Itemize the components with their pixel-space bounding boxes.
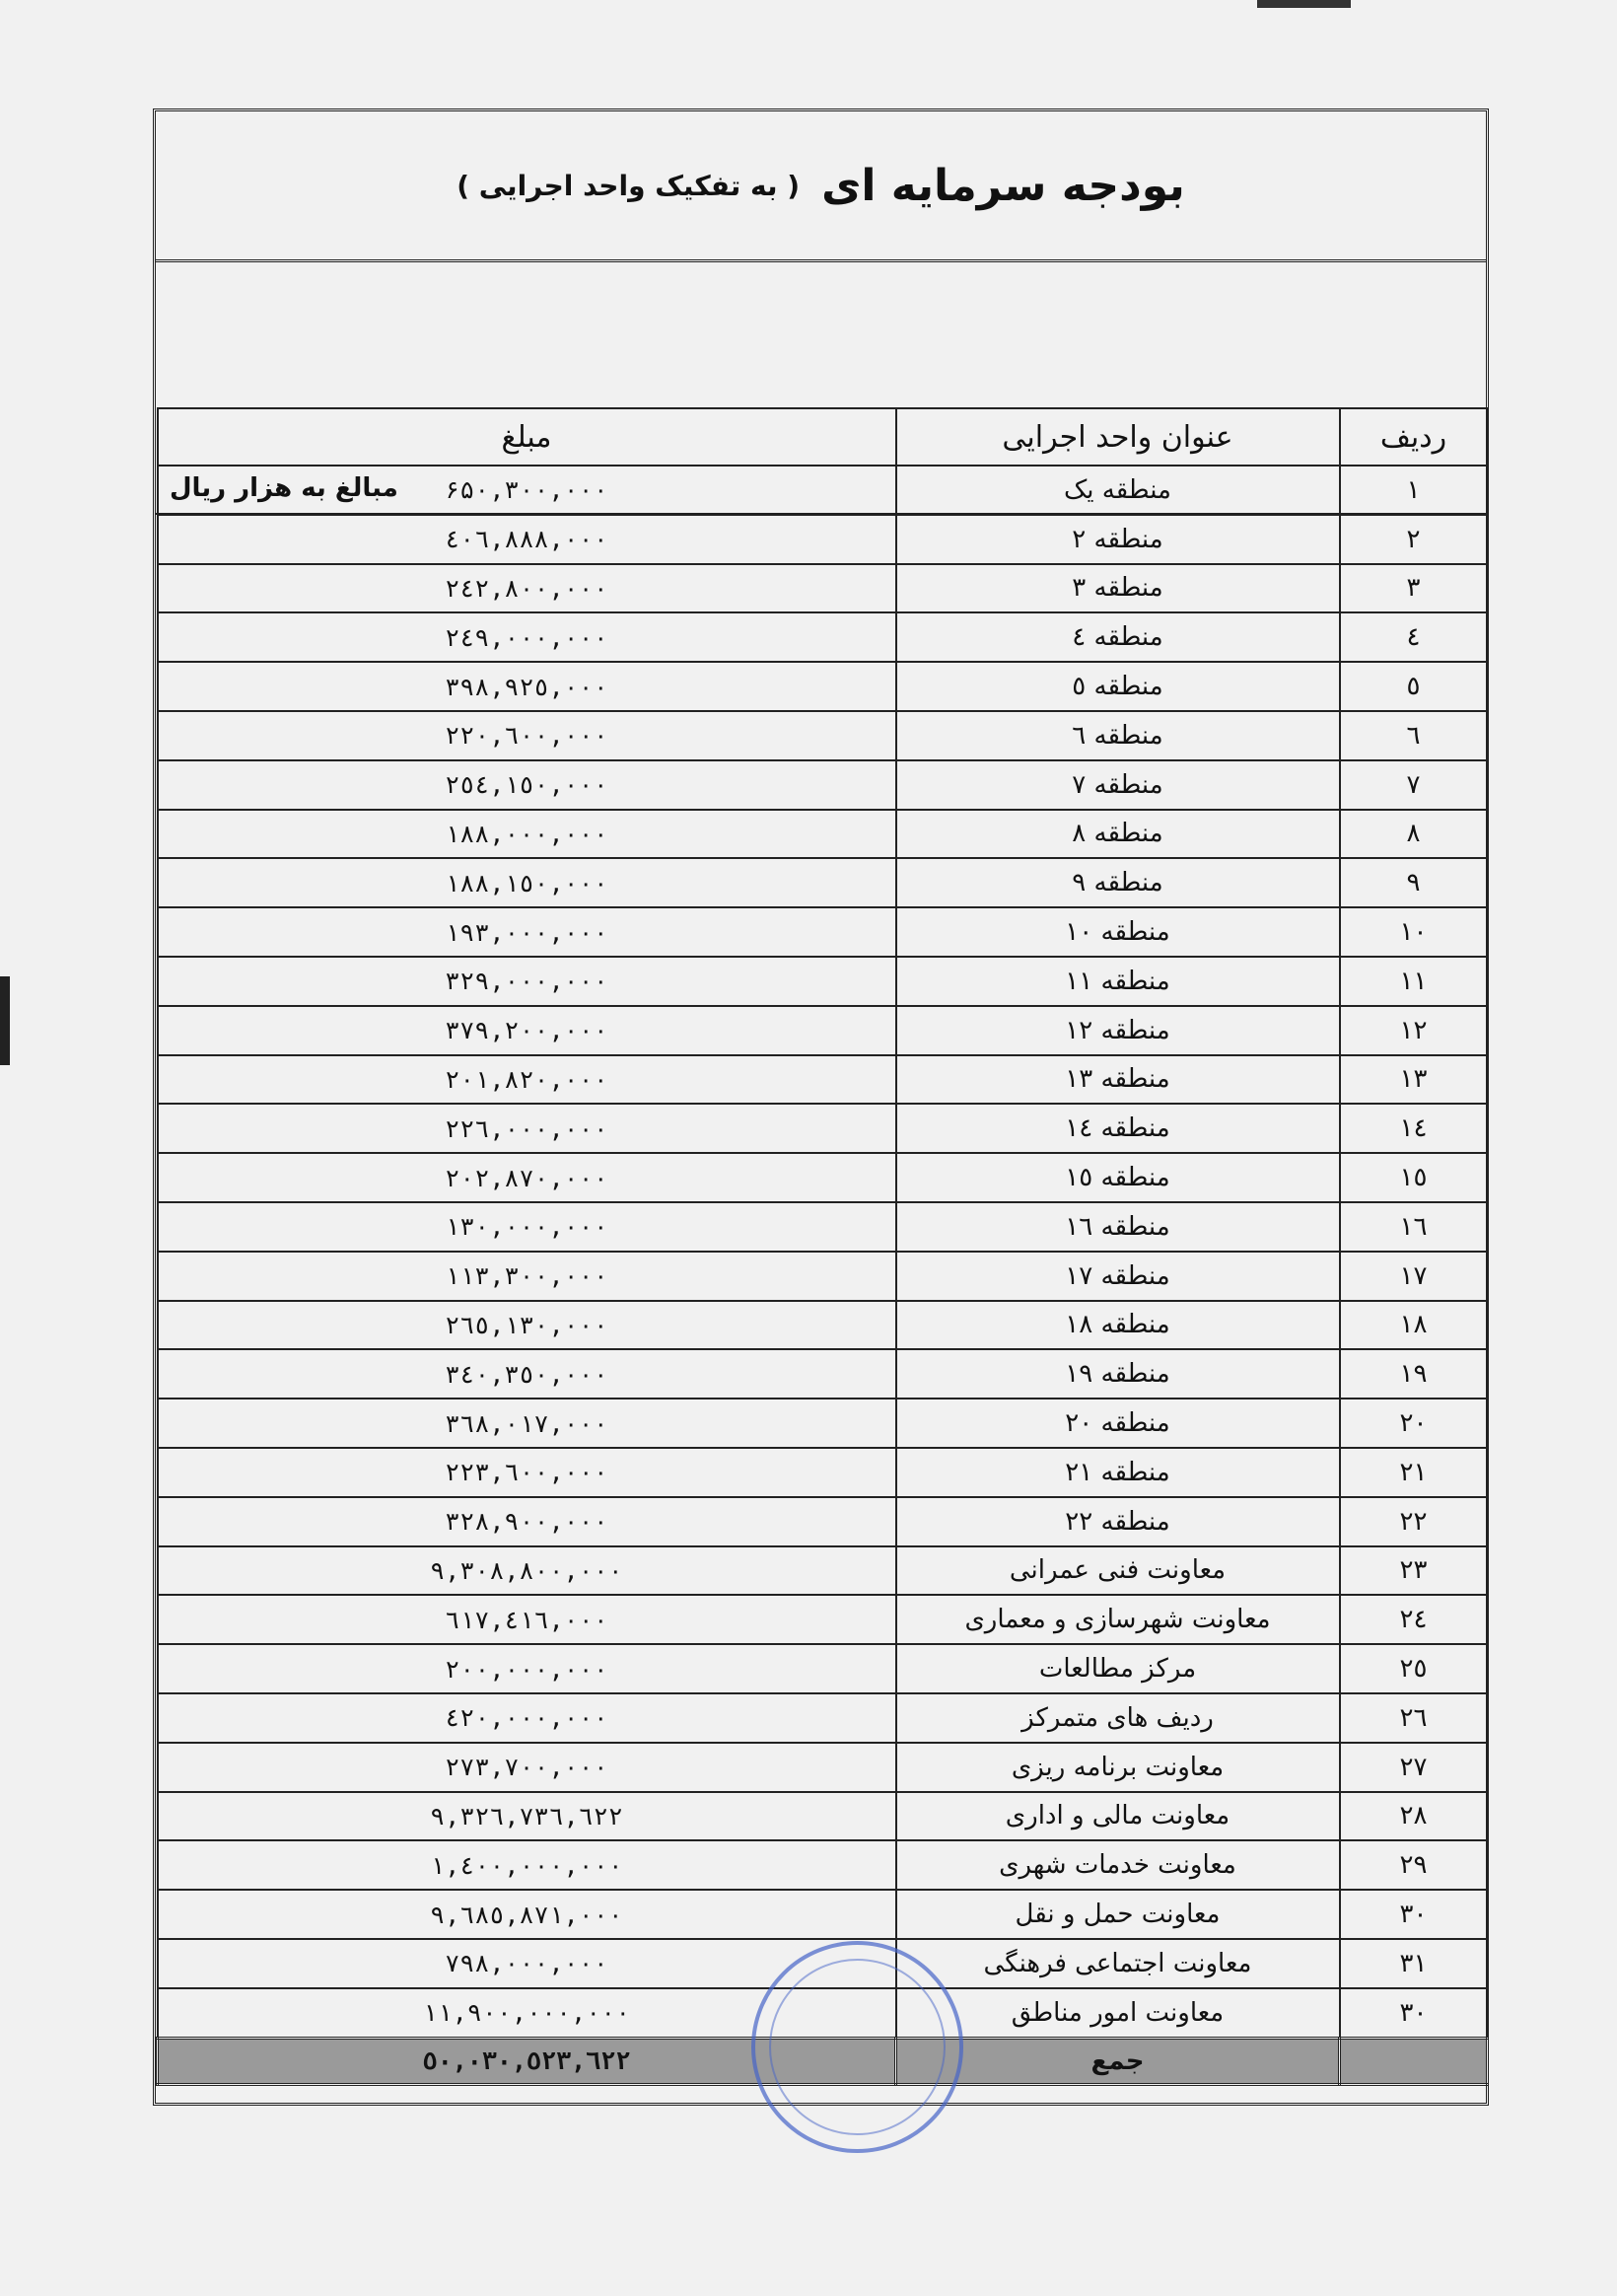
unit-title-cell: معاونت اجتماعی فرهنگی <box>896 1939 1340 1988</box>
unit-title-cell: مرکز مطالعات <box>896 1644 1340 1693</box>
row-number-cell: ۱۷ <box>1340 1252 1488 1301</box>
row-number-cell: ٢٦ <box>1340 1693 1488 1743</box>
row-number-cell: ۳۰ <box>1340 1890 1488 1939</box>
unit-title-cell: منطقه ٢٢ <box>896 1497 1340 1546</box>
unit-title-cell: منطقه ۸ <box>896 810 1340 859</box>
amount-cell: ۳٤۰,۳٥۰,۰۰۰ <box>158 1349 896 1399</box>
table-row <box>158 1202 1488 1252</box>
amount-cell: ٢٤٩,۰۰۰,۰۰۰ <box>158 612 896 662</box>
unit-title-cell: معاونت خدمات شهری <box>896 1840 1340 1890</box>
unit-title-cell: منطقه ۲ <box>896 515 1340 564</box>
row-number-cell: ۹ <box>1340 858 1488 907</box>
table-row <box>158 1399 1488 1448</box>
amount-cell: ۳٢۹,۰۰۰,۰۰۰ <box>158 957 896 1006</box>
unit-title-cell: منطقه ۱٦ <box>896 1202 1340 1252</box>
unit-title-cell: منطقه ۱۷ <box>896 1252 1340 1301</box>
amount-cell: ٢۰۱,۸٢۰,۰۰۰ <box>158 1055 896 1105</box>
unit-title-cell: منطقه ۷ <box>896 760 1340 810</box>
amount-cell: ٢٢۰,٦۰۰,۰۰۰ <box>158 711 896 760</box>
amount-cell: ٢٦٥,۱۳۰,۰۰۰ <box>158 1301 896 1350</box>
col-header-amount: مبلغ <box>158 408 896 466</box>
row-number-cell: ۳ <box>1340 564 1488 613</box>
table-row <box>158 1890 1488 1939</box>
unit-title-cell: منطقه ۳ <box>896 564 1340 613</box>
table-row <box>158 1252 1488 1301</box>
table-row <box>158 1546 1488 1596</box>
col-header-row-no: ردیف <box>1340 408 1488 466</box>
table-row <box>158 1743 1488 1792</box>
budget-frame <box>153 108 1489 2106</box>
table-row <box>158 1448 1488 1497</box>
row-number-cell: ۲ <box>1340 515 1488 564</box>
amount-cell: ۹,۳۰۸,۸۰۰,۰۰۰ <box>158 1546 896 1596</box>
row-number-cell: ۱٥ <box>1340 1153 1488 1202</box>
total-label: جمع <box>896 2038 1340 2084</box>
table-row <box>158 760 1488 810</box>
table-row <box>158 466 1488 515</box>
amount-cell: ٤۰٦,۸۸۸,۰۰۰ <box>158 515 896 564</box>
table-row <box>158 1006 1488 1055</box>
unit-title-cell: منطقه ٥ <box>896 662 1340 711</box>
amount-cell: ۳٢۸,۹۰۰,۰۰۰ <box>158 1497 896 1546</box>
amount-cell: ٢۷۳,۷۰۰,۰۰۰ <box>158 1743 896 1792</box>
row-number-cell: ٢۹ <box>1340 1840 1488 1890</box>
total-row-no-cell <box>1340 2038 1488 2084</box>
row-number-cell: ٢٤ <box>1340 1595 1488 1644</box>
unit-title-cell: منطقه ۱٥ <box>896 1153 1340 1202</box>
row-number-cell: ۱٢ <box>1340 1006 1488 1055</box>
amount-cell: ۹,٦۸٥,۸۷۱,۰۰۰ <box>158 1890 896 1939</box>
row-number-cell: ۱۱ <box>1340 957 1488 1006</box>
amount-cell: ٢۰٢,۸۷۰,۰۰۰ <box>158 1153 896 1202</box>
unit-note: مبالغ به هزار ریال <box>170 473 398 503</box>
unit-title-cell: منطقه ۱۸ <box>896 1301 1340 1350</box>
amount-cell: ۱۳۰,۰۰۰,۰۰۰ <box>158 1202 896 1252</box>
page-subtitle: ( به تفکیک واحد اجرایی ) <box>457 169 801 202</box>
page-title: بودجه سرمایه ای <box>821 160 1185 211</box>
unit-title-cell: معاونت امور مناطق <box>896 1988 1340 2038</box>
unit-title-cell: منطقه ٢۰ <box>896 1399 1340 1448</box>
table-row <box>158 662 1488 711</box>
unit-title-cell: منطقه ۱٢ <box>896 1006 1340 1055</box>
unit-title-cell: معاونت مالی و اداری <box>896 1792 1340 1841</box>
unit-title-cell: منطقه ۱۹ <box>896 1349 1340 1399</box>
unit-title-cell: منطقه ۱۱ <box>896 957 1340 1006</box>
table-row <box>158 1595 1488 1644</box>
table-row <box>158 612 1488 662</box>
unit-title-cell: منطقه ۱۳ <box>896 1055 1340 1105</box>
table-row <box>158 1104 1488 1153</box>
unit-title-cell: ردیف های متمرکز <box>896 1693 1340 1743</box>
unit-title-cell: منطقه ٢۱ <box>896 1448 1340 1497</box>
row-number-cell: ٦ <box>1340 711 1488 760</box>
amount-cell: ٢٢۳,٦۰۰,۰۰۰ <box>158 1448 896 1497</box>
row-number-cell: ۱ <box>1340 466 1488 515</box>
table-row <box>158 515 1488 564</box>
official-stamp <box>751 1941 963 2153</box>
amount-cell: ۱۸۸,۰۰۰,۰۰۰ <box>158 810 896 859</box>
table-row <box>158 1840 1488 1890</box>
row-number-cell: ۸ <box>1340 810 1488 859</box>
amount-cell: ۱,٤۰۰,۰۰۰,۰۰۰ <box>158 1840 896 1890</box>
amount-cell: ۱۹۳,۰۰۰,۰۰۰ <box>158 907 896 957</box>
table-row <box>158 1153 1488 1202</box>
unit-title-cell: منطقه ۱٤ <box>896 1104 1340 1153</box>
table-row <box>158 1349 1488 1399</box>
row-number-cell: ٢٥ <box>1340 1644 1488 1693</box>
amount-cell: ٢٢٦,۰۰۰,۰۰۰ <box>158 1104 896 1153</box>
scan-artifact-left <box>0 976 10 1065</box>
amount-cell: ۳٦۸,۰۱۷,۰۰۰ <box>158 1399 896 1448</box>
table-row <box>158 1693 1488 1743</box>
table-row <box>158 564 1488 613</box>
row-number-cell: ٢۳ <box>1340 1546 1488 1596</box>
unit-title-cell: معاونت حمل و نقل <box>896 1890 1340 1939</box>
table-row <box>158 1644 1488 1693</box>
row-number-cell: ٤ <box>1340 612 1488 662</box>
amount-cell: ٤٢۰,۰۰۰,۰۰۰ <box>158 1693 896 1743</box>
table-row <box>158 1301 1488 1350</box>
table-row <box>158 810 1488 859</box>
row-number-cell: ۱٦ <box>1340 1202 1488 1252</box>
row-number-cell: ٢۱ <box>1340 1448 1488 1497</box>
row-number-cell: ۱۳ <box>1340 1055 1488 1105</box>
row-number-cell: ۳۰ <box>1340 1988 1488 2038</box>
amount-cell: ٢٥٤,۱٥۰,۰۰۰ <box>158 760 896 810</box>
amount-cell: ۱۱۳,۳۰۰,۰۰۰ <box>158 1252 896 1301</box>
row-number-cell: ٥ <box>1340 662 1488 711</box>
row-number-cell: ٢٢ <box>1340 1497 1488 1546</box>
unit-title-cell: منطقه ۹ <box>896 858 1340 907</box>
row-number-cell: ۳۱ <box>1340 1939 1488 1988</box>
row-number-cell: ۷ <box>1340 760 1488 810</box>
table-row <box>158 711 1488 760</box>
budget-table <box>156 407 1489 2086</box>
table-body <box>158 466 1488 2038</box>
table-row <box>158 907 1488 957</box>
scan-artifact-top <box>1257 0 1351 8</box>
amount-cell: ۹,۳٢٦,۷۳٦,٦٢٢ <box>158 1792 896 1841</box>
unit-title-cell: منطقه ٤ <box>896 612 1340 662</box>
total-amount: ٥۰,۰۳۰,٥٢۳,٦٢٢ <box>158 2038 896 2084</box>
unit-title-cell: معاونت شهرسازی و معماری <box>896 1595 1340 1644</box>
amount-cell: ٦۱۷,٤۱٦,۰۰۰ <box>158 1595 896 1644</box>
row-number-cell: ٢۷ <box>1340 1743 1488 1792</box>
table-row <box>158 1792 1488 1841</box>
row-number-cell: ٢۰ <box>1340 1399 1488 1448</box>
table-row <box>158 1055 1488 1105</box>
amount-cell: ۶۵۰,۳۰۰,۰۰۰ <box>158 466 896 515</box>
amount-cell: ۱۸۸,۱٥۰,۰۰۰ <box>158 858 896 907</box>
unit-title-cell: معاونت برنامه ریزی <box>896 1743 1340 1792</box>
amount-cell: ۷۹۸,۰۰۰,۰۰۰ <box>158 1939 896 1988</box>
amount-cell: ۳۷۹,٢۰۰,۰۰۰ <box>158 1006 896 1055</box>
col-header-unit: عنوان واحد اجرایی <box>896 408 1340 466</box>
table-row <box>158 858 1488 907</box>
row-number-cell: ٢۸ <box>1340 1792 1488 1841</box>
table-header-row <box>158 408 1488 466</box>
amount-cell: ٢٤٢,۸۰۰,۰۰۰ <box>158 564 896 613</box>
title-box <box>156 111 1486 262</box>
row-number-cell: ۱۹ <box>1340 1349 1488 1399</box>
unit-title-cell: منطقه ٦ <box>896 711 1340 760</box>
row-number-cell: ۱۸ <box>1340 1301 1488 1350</box>
unit-title-cell: معاونت فنی عمرانی <box>896 1546 1340 1596</box>
amount-cell: ۳۹۸,۹٢٥,۰۰۰ <box>158 662 896 711</box>
table-row <box>158 957 1488 1006</box>
table-row <box>158 1497 1488 1546</box>
row-number-cell: ۱٤ <box>1340 1104 1488 1153</box>
unit-title-cell: منطقه ۱۰ <box>896 907 1340 957</box>
amount-cell: ۱۱,۹۰۰,۰۰۰,۰۰۰ <box>158 1988 896 2038</box>
unit-title-cell: منطقه یک <box>896 466 1340 515</box>
row-number-cell: ۱۰ <box>1340 907 1488 957</box>
amount-cell: ٢۰۰,۰۰۰,۰۰۰ <box>158 1644 896 1693</box>
